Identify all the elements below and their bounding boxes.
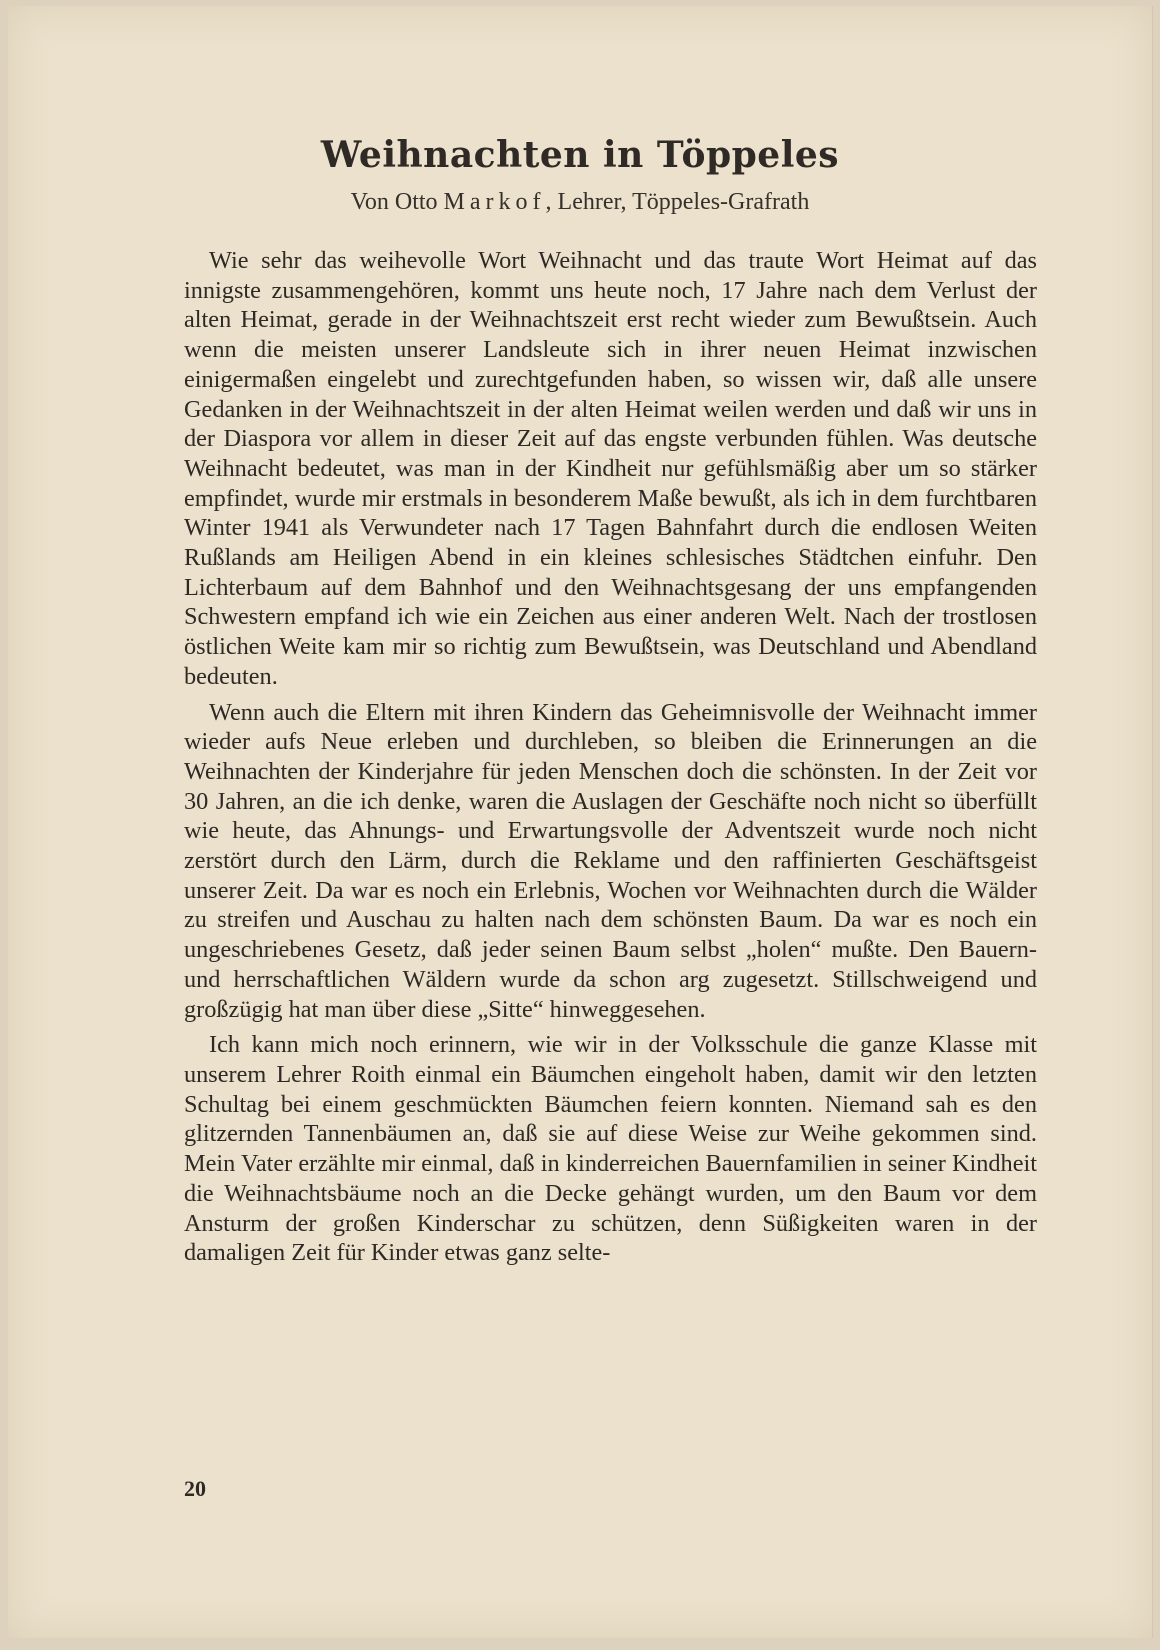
page-number: 20 (184, 1476, 206, 1501)
paragraph: Wenn auch die Eltern mit ihren Kindern das Geheimnisvolle der Weihnacht immer wieder aufs Neue erleben und durchleben, so bleiben die Erinnerungen an die Weihnachten der Kinderjahre für jeden Menschen doch die schönsten. In der Zeit vor 30 Jahren, an die ich denke, waren die Auslagen der Geschäfte noch nicht so überfüllt wie heute, das Ahnungs- und Erwartungsvolle der Adventszeit wurde noch nicht zerstört durch den Lärm, durch die Reklame und den raffinierten Geschäftsgeist unserer Zeit. Da war es noch ein Erlebnis, Wochen vor Weihnachten durch die Wälder zu streifen und Auschau zu halten nach dem schönsten Baum. Da war es noch ein ungeschriebenes Gesetz, daß jeder seinen Baum selbst „holen“ mußte. Den Bauern- und herrschaftlichen Wäldern wurde da schon arg zugesetzt. Stillschweigend und großzügig hat man über diese „Sitte“ hinweggesehen. (184, 698, 1037, 1023)
byline (8, 189, 1152, 216)
paragraph: Ich kann mich noch erinnern, wie wir in der Volksschule die ganze Klasse mit unserem Lehrer Roith einmal ein Bäumchen eingeholt haben, damit wir den letzten Schultag bei einem geschmückten Bäumchen feiern konnten. Niemand sah es den glitzernden Tannenbäumen an, daß sie auf diese Weise zur Weihe gekommen sind. Mein Vater erzählte mir einmal, daß in kinderreichen Bauernfamilien in seiner Kindheit die Weihnachtsbäume noch an die Decke gehängt wurden, um den Baum vor dem Ansturm der großen Kinderschar zu schützen, denn Süßigkeiten waren in der damaligen Zeit für Kinder etwas ganz selte- (184, 1031, 1037, 1267)
byline-suffix: , Lehrer, Töppeles-Grafrath (545, 189, 810, 215)
article-title: Weihnachten in Töppeles (320, 134, 840, 176)
article-body (184, 246, 1037, 1274)
author-name: Markof (443, 189, 546, 215)
paragraph: Wie sehr das weihevolle Wort Weihnacht und das traute Wort Heimat auf das innigste zusammengehören, kommt uns heute noch, 17 Jahre nach dem Verlust der alten Heimat, gerade in der Weihnachtszeit erst recht wieder zum Bewußtsein. Auch wenn die meisten unserer Landsleute sich in ihrer neuen Heimat inzwischen einigermaßen eingelebt und zurechtgefunden haben, so wissen wir, daß alle unsere Gedanken in der Weihnachtszeit in der alten Heimat weilen werden und daß wir uns in der Diaspora vor allem in dieser Zeit auf das engste verbunden fühlen. Was deutsche Weihnacht bedeutet, was man in der Kindheit nur gefühlsmäßig aber um so stärker empfindet, wurde mir erstmals in besonderem Maße bewußt, als ich in dem furchtbaren Winter 1941 als Verwundeter nach 17 Tagen Bahnfahrt durch die endlosen Weiten Rußlands am Heiligen Abend in ein kleines schlesisches Städtchen einfuhr. Den Lichterbaum auf dem Bahnhof und den Weihnachtsgesang der uns empfangenden Schwestern empfand ich wie ein Zeichen aus einer anderen Welt. Nach der trostlosen östlichen Weite kam mir so richtig zum Bewußtsein, was Deutschland und Abendland bedeuten. (184, 247, 1037, 690)
magazine-page (8, 6, 1153, 1638)
byline-prefix: Von Otto (350, 189, 444, 215)
